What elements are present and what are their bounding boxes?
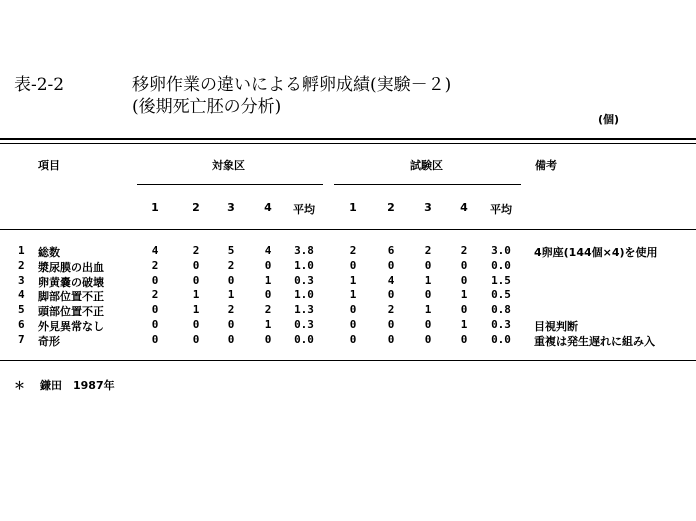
table-cell: 2: [192, 244, 200, 257]
row-number: 7: [18, 332, 25, 346]
table-cell: 1: [460, 288, 468, 302]
table-cell: 0: [151, 332, 159, 346]
control-group-underline: [137, 184, 323, 185]
table-cell: 0: [151, 318, 159, 331]
top-rule-1: [0, 138, 696, 140]
table-cell: 0: [387, 318, 395, 331]
column-header: 3: [227, 201, 235, 214]
row-label: 頭部位置不正: [38, 305, 104, 319]
table-cell: 2: [460, 244, 468, 257]
header-item: 項目: [38, 159, 60, 172]
table-cell: 4: [151, 244, 159, 257]
bottom-rule: [0, 360, 696, 361]
table-cell: 0: [460, 258, 468, 272]
table-cell: 3.0: [491, 244, 511, 257]
table-cell: 1: [192, 303, 200, 317]
table-cell: 1.3: [294, 303, 314, 317]
row-label: 外見異常なし: [38, 320, 104, 333]
table-cell: 0: [387, 288, 395, 302]
row-label: 卵黄嚢の破壊: [38, 275, 104, 289]
table-cell: 0.3: [491, 318, 511, 331]
column-header: 2: [192, 201, 200, 214]
row-label: 奇形: [38, 334, 60, 348]
table-cell: 0: [151, 303, 159, 317]
table-cell: 3.8: [294, 244, 314, 257]
table-cell: 4: [264, 244, 272, 257]
table-cell: 0.0: [294, 332, 314, 346]
table-cell: 2: [151, 258, 159, 272]
table-cell: 0: [227, 332, 235, 346]
header-control-group: 対象区: [212, 159, 245, 172]
table-cell: 0: [424, 258, 432, 272]
column-header: 2: [387, 201, 395, 214]
table-cell: 2: [387, 303, 395, 317]
table-cell: 4: [387, 273, 395, 287]
table-cell: 0: [264, 288, 272, 302]
unit-label: (個): [598, 113, 620, 126]
row-label: 総数: [38, 246, 60, 259]
table-cell: 1.0: [294, 258, 314, 272]
column-header: 1: [349, 201, 357, 214]
table-cell: 2: [264, 303, 272, 317]
table-cell: 1: [227, 288, 235, 302]
table-cell: 1.0: [294, 288, 314, 302]
table-cell: 6: [387, 244, 395, 257]
table-cell: 5: [227, 244, 235, 257]
row-number: 5: [18, 303, 25, 317]
table-cell: 0: [387, 258, 395, 272]
table-cell: 0: [151, 273, 159, 287]
row-number: 3: [18, 273, 25, 287]
table-cell: 1: [264, 318, 272, 331]
column-header: 4: [264, 201, 272, 214]
row-number: 2: [18, 258, 25, 272]
table-cell: 0: [349, 258, 357, 272]
table-cell: 0: [192, 258, 200, 272]
column-header: 1: [151, 201, 159, 214]
table-cell: 0.5: [491, 288, 511, 302]
row-remark: 目視判断: [534, 320, 578, 333]
header-bottom-rule: [0, 229, 696, 230]
row-label: 脚部位置不正: [38, 290, 104, 304]
table-cell: 0.0: [491, 332, 511, 346]
table-cell: 0: [424, 288, 432, 302]
table-cell: 0: [460, 303, 468, 317]
table-cell: 2: [227, 258, 235, 272]
table-cell: 0.3: [294, 273, 314, 287]
row-number: 4: [18, 288, 25, 302]
table-cell: 0: [460, 332, 468, 346]
table-cell: 0: [192, 318, 200, 331]
table-cell: 1: [349, 288, 357, 302]
row-remark: 重複は発生遅れに組み入: [534, 334, 655, 348]
table-subtitle: (後期死亡胚の分析): [132, 97, 282, 117]
table-cell: 0: [349, 318, 357, 331]
table-cell: 0: [349, 303, 357, 317]
table-cell: 0.3: [294, 318, 314, 331]
table-cell: 0.8: [491, 303, 511, 317]
table-cell: 0: [460, 273, 468, 287]
row-number: 6: [18, 318, 25, 331]
table-cell: 2: [424, 244, 432, 257]
test-group-underline: [334, 184, 521, 185]
column-header: 平均: [293, 203, 315, 216]
column-header: 平均: [490, 203, 512, 216]
table-cell: 1: [460, 318, 468, 331]
column-header: 4: [460, 201, 468, 214]
table-cell: 2: [349, 244, 357, 257]
table-cell: 2: [227, 303, 235, 317]
column-header: 3: [424, 201, 432, 214]
table-cell: 0: [264, 258, 272, 272]
table-cell: 1: [424, 273, 432, 287]
table-cell: 1.5: [491, 273, 511, 287]
table-cell: 1: [192, 288, 200, 302]
footnote-text: 鎌田 1987年: [40, 379, 115, 392]
table-cell: 0: [264, 332, 272, 346]
table-cell: 1: [264, 273, 272, 287]
table-number: 表-2-2: [14, 75, 65, 95]
table-cell: 0: [424, 332, 432, 346]
table-cell: 0: [192, 273, 200, 287]
row-remark: 4卵座(144個×4)を使用: [534, 246, 658, 259]
table-cell: 0: [227, 273, 235, 287]
table-cell: 1: [424, 303, 432, 317]
table-cell: 2: [151, 288, 159, 302]
row-number: 1: [18, 244, 25, 257]
table-cell: 0: [387, 332, 395, 346]
table-title: 移卵作業の違いによる孵卵成績(実験－２): [132, 75, 452, 95]
table-cell: 1: [349, 273, 357, 287]
table-cell: 0: [349, 332, 357, 346]
footnote-mark: ＊: [14, 379, 25, 392]
header-test-group: 試験区: [410, 159, 443, 172]
table-cell: 0: [227, 318, 235, 331]
row-label: 漿尿膜の出血: [38, 260, 104, 274]
table-cell: 0: [192, 332, 200, 346]
header-remarks: 備考: [535, 159, 557, 172]
table-cell: 0: [424, 318, 432, 331]
top-rule-2: [0, 143, 696, 144]
table-cell: 0.0: [491, 258, 511, 272]
